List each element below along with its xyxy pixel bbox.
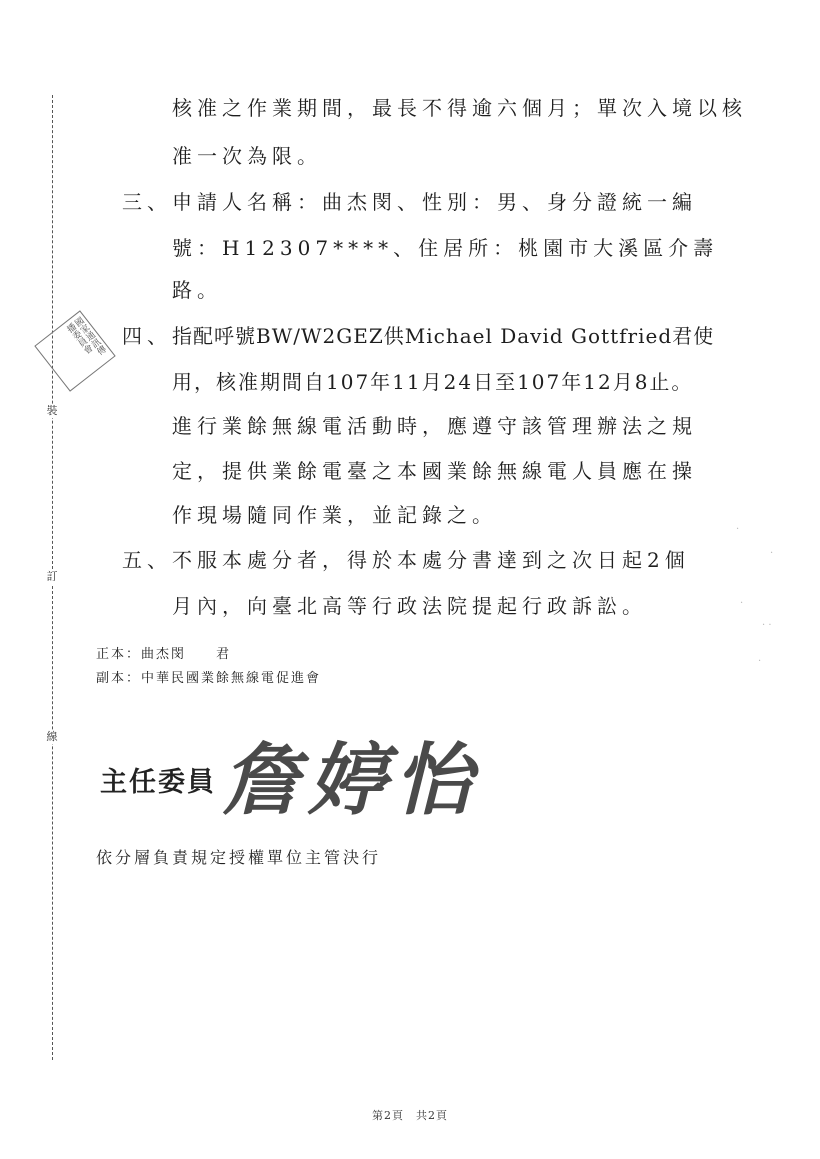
scan-speck: · [740, 598, 744, 609]
copy-recipient: 副本：中華民國業餘無線電促進會 [96, 671, 322, 686]
signatory-title: 主任委員 [100, 767, 216, 798]
binding-mark-zhuang: 裝 [44, 404, 60, 418]
original-recipient: 正本：曲杰閔 君 [96, 647, 232, 662]
signature-name: 詹婷怡 [222, 735, 481, 826]
body-line: 核准之作業期間，最長不得逾六個月；單次入境以核 [172, 96, 747, 120]
body-line: 定，提供業餘電臺之本國業餘無線電人員應在操 [172, 459, 697, 483]
authorization-note: 依分層負責規定授權單位主管決行 [96, 848, 382, 867]
item-number: 五、 [122, 548, 172, 572]
binding-mark-xian: 線 [44, 730, 60, 744]
scan-speck: · [770, 548, 774, 559]
page-number: 第2頁 共2頁 [372, 1109, 448, 1122]
body-line: 指配呼號BW/W2GEZ供Michael David Gottfried君使 [172, 324, 715, 348]
item-number: 四、 [122, 324, 172, 348]
body-line: 路。 [172, 278, 222, 302]
body-line: 不服本處分者，得於本處分書達到之次日起2個 [172, 548, 690, 572]
body-line: 月內，向臺北高等行政法院提起行政訴訟。 [172, 594, 647, 618]
body-line: 作現場隨同作業，並記錄之。 [172, 503, 497, 527]
body-line: 用，核准期間自107年11月24日至107年12月8止。 [172, 370, 694, 394]
scan-speck: · [758, 656, 762, 667]
body-line: 申請人名稱：曲杰閔、性別：男、身分證統一編 [172, 190, 697, 214]
body-line: 准一次為限。 [172, 144, 322, 168]
receipt-stamp: 國家通訊傳播委員會 [34, 310, 115, 391]
scan-speck: · [736, 524, 740, 535]
binding-mark-ding: 訂 [44, 570, 60, 584]
body-line: 號：H12307****、住居所：桃園市大溪區介壽 [172, 236, 719, 260]
scan-speck: · · [762, 620, 772, 631]
item-number: 三、 [122, 190, 172, 214]
body-line: 進行業餘無線電活動時，應遵守該管理辦法之規 [172, 414, 697, 438]
